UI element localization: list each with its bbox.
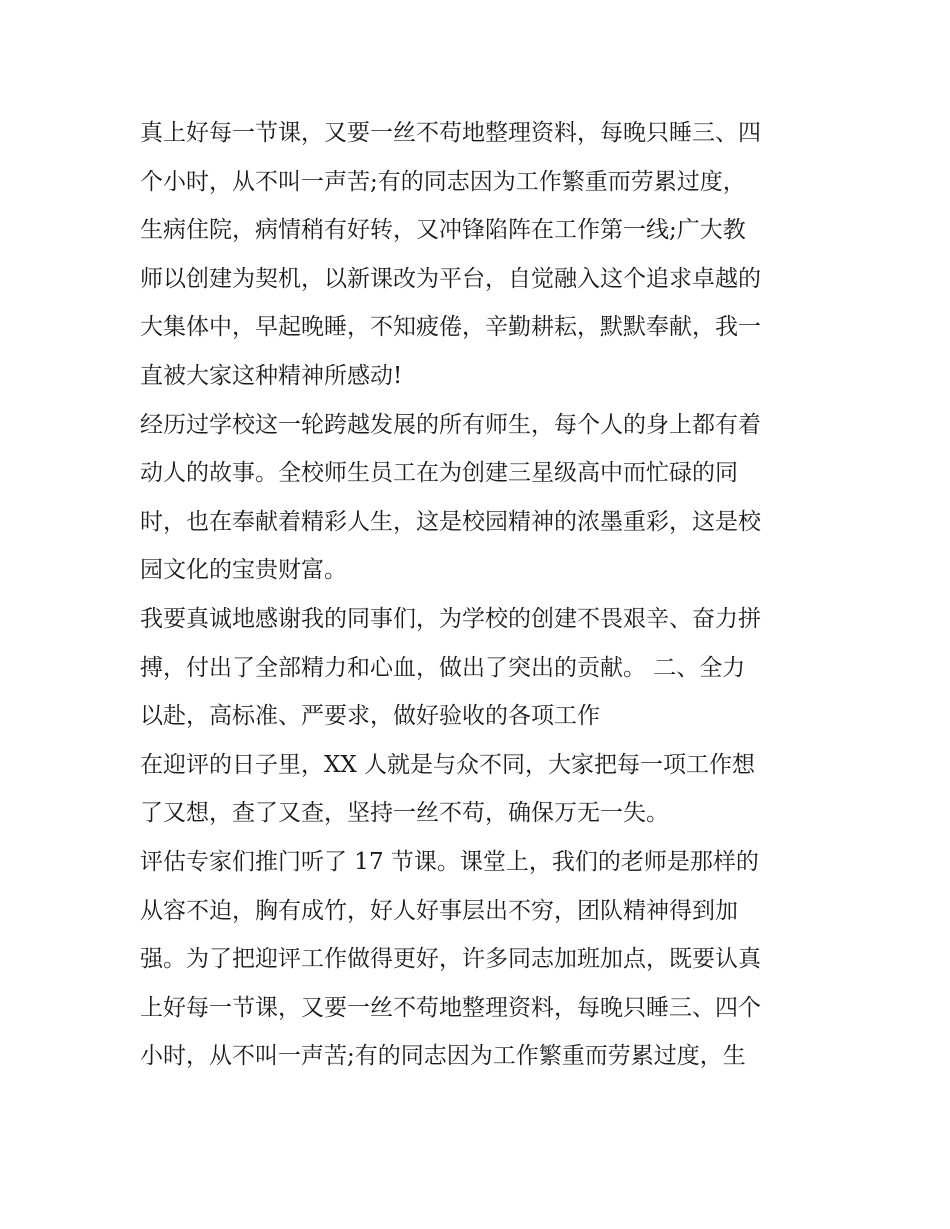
text-line: 师以创建为契机，以新课改为平台，自觉融入这个追求卓越的 [140,265,761,292]
text-line: 园文化的宝贵财富。 [140,557,347,584]
text-line: 小时，从不叫一声苦;有的同志因为工作繁重而劳累过度，生 [140,1043,746,1070]
text-line: 经历过学校这一轮跨越发展的所有师生，每个人的身上都有着 [140,411,761,438]
text-line: 了又想，查了又查，坚持一丝不苟，确保万无一失。 [140,800,669,827]
text-line: 大集体中，早起晚睡，不知疲倦，辛勤耕耘，默默奉献，我一 [140,314,761,341]
text-line: 在迎评的日子里，XX 人就是与众不同，大家把每一项工作想 [140,751,756,778]
text-line: 强。为了把迎评工作做得更好，许多同志加班加点，既要认真 [140,946,761,973]
text-line: 时，也在奉献着精彩人生，这是校园精神的浓墨重彩，这是校 [140,508,761,535]
text-line: 评估专家们推门听了 17 节课。课堂上，我们的老师是那样的 [140,848,759,875]
text-line: 我要真诚地感谢我的同事们，为学校的创建不畏艰辛、奋力拼 [140,605,761,632]
text-line: 搏，付出了全部精力和心血，做出了突出的贡献。 二、全力 [140,654,746,681]
text-line: 直被大家这种精神所感动! [140,362,403,389]
text-line: 生病住院，病情稍有好转，又冲锋陷阵在工作第一线;广大教 [140,217,746,244]
text-line: 个小时，从不叫一声苦;有的同志因为工作繁重而劳累过度， [140,168,746,195]
text-line: 上好每一节课，又要一丝不苟地整理资料，每晚只睡三、四个 [140,994,761,1021]
text-line: 以赴，高标准、严要求，做好验收的各项工作 [140,703,600,730]
document-body [140,109,830,1081]
text-line: 从容不迫，胸有成竹，好人好事层出不穷，团队精神得到加 [140,897,738,924]
text-line: 动人的故事。全校师生员工在为创建三星级高中而忙碌的同 [140,460,738,487]
text-line: 真上好每一节课，又要一丝不苟地整理资料，每晚只睡三、四 [140,120,761,146]
